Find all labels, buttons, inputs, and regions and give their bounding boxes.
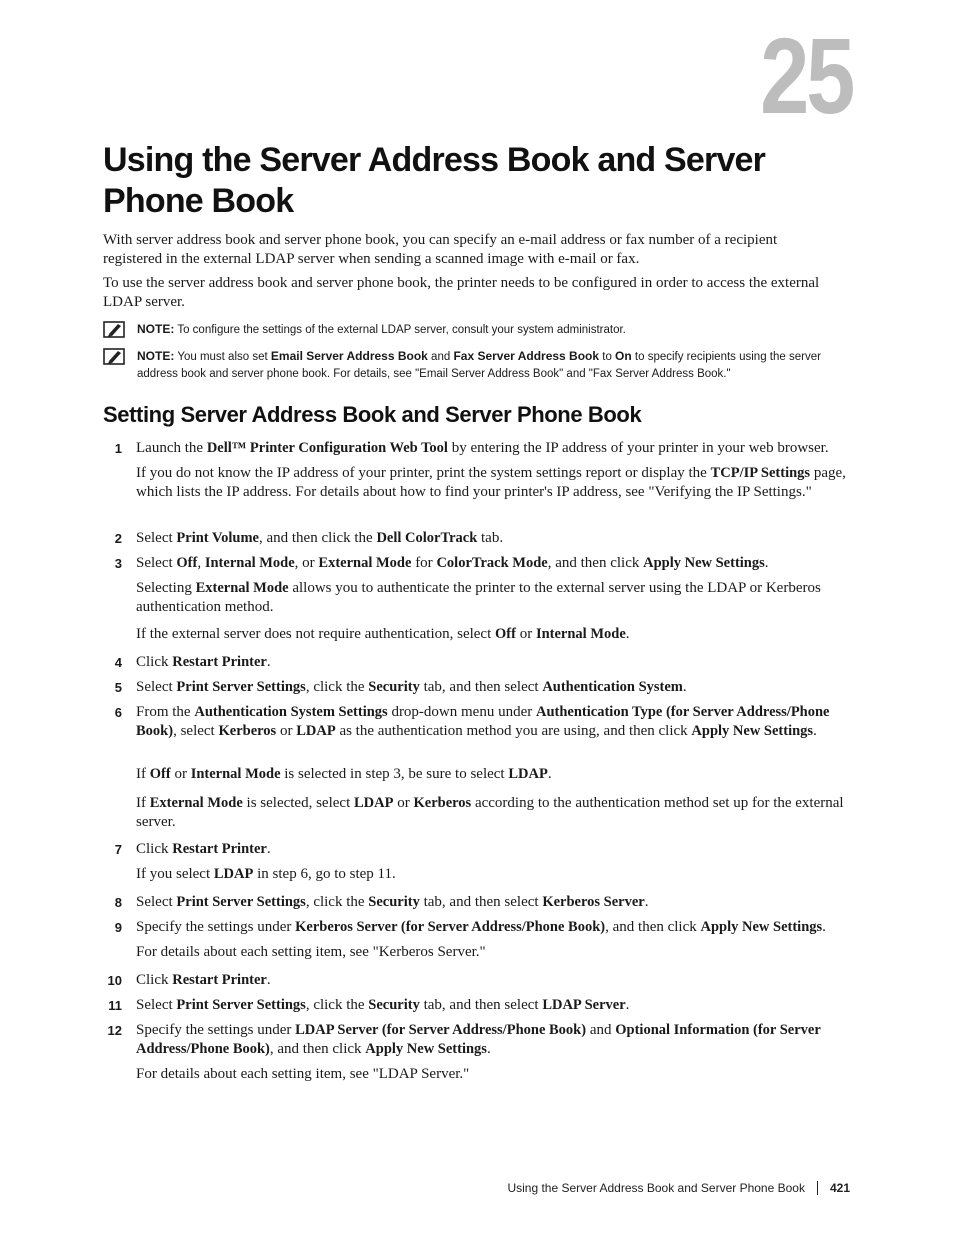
- step-number: 2: [114, 531, 122, 546]
- step-number: 9: [114, 920, 122, 935]
- step-2: Select Print Volume, and then click the Dell ColorTrack tab.: [136, 530, 504, 546]
- intro-paragraph-2: To use the server address book and server phone book, the printer needs to be configured in order to access the external LDAP server.: [103, 275, 820, 310]
- step-9: Specify the settings under Kerberos Server (for Server Address/Phone Book), and then click Apply New Settings.: [136, 919, 826, 935]
- note-label: NOTE:: [137, 322, 175, 336]
- intro-paragraph-1: With server address book and server phone book, you can specify an e-mail address or fax number of a recipient registered in the external LDAP server when sending a scanned image with e-mail or fax.: [103, 232, 778, 267]
- step-3-detail: If the external server does not require authentication, select Off or Internal Mode.: [136, 626, 630, 642]
- step-6-detail: If Off or Internal Mode is selected in step 3, be sure to select LDAP.: [136, 766, 552, 782]
- section-heading: Setting Server Address Book and Server Phone Book: [103, 402, 642, 427]
- setting-name: Email Server Address Book: [270, 349, 428, 363]
- setting-value: On: [615, 349, 632, 363]
- step-4: Click Restart Printer.: [136, 654, 271, 670]
- step-1-detail: If you do not know the IP address of your printer, print the system settings report or display the TCP/IP Settings page, which lists the IP address. For details about how to find your printer's IP address, see "Verifying the IP Settings.": [136, 465, 846, 500]
- step-8: Select Print Server Settings, click the Security tab, and then select Kerberos Server.: [136, 894, 649, 910]
- step-6-detail: If External Mode is selected, select LDAP or Kerberos according to the authentication method set up for the external server.: [136, 795, 844, 830]
- step-11: Select Print Server Settings, click the Security tab, and then select LDAP Server.: [136, 997, 630, 1013]
- step-7: Click Restart Printer.: [136, 841, 271, 857]
- setting-name: Fax Server Address Book: [453, 349, 600, 363]
- footer-chapter-title: Using the Server Address Book and Server Phone Book: [507, 1181, 805, 1195]
- step-9-detail: For details about each setting item, see "Kerberos Server.": [136, 944, 486, 960]
- pencil-note-icon: [103, 321, 125, 338]
- step-number: 1: [114, 441, 122, 456]
- step-12-detail: For details about each setting item, see "LDAP Server.": [136, 1066, 470, 1082]
- note-label: NOTE:: [137, 349, 175, 363]
- step-number: 11: [108, 998, 122, 1013]
- pencil-note-icon: [103, 348, 125, 365]
- note-text: To configure the settings of the external LDAP server, consult your system administrator.: [177, 324, 626, 336]
- step-number: 4: [114, 655, 122, 670]
- note-text: and: [427, 351, 454, 363]
- step-10: Click Restart Printer.: [136, 972, 271, 988]
- note-text: You must also set: [177, 351, 271, 363]
- step-number: 6: [114, 705, 122, 720]
- step-number: 12: [107, 1023, 122, 1038]
- footer-divider: [817, 1181, 818, 1195]
- page-number: 421: [829, 1181, 850, 1195]
- step-7-detail: If you select LDAP in step 6, go to step 11.: [136, 866, 396, 882]
- step-number: 8: [114, 895, 122, 910]
- note-text: to: [599, 351, 616, 363]
- step-number: 3: [114, 556, 122, 571]
- step-5: Select Print Server Settings, click the Security tab, and then select Authentication System.: [136, 679, 687, 695]
- note-text: to specify recipients using the server address book and server phone book. For details, see "Email Server Address Book" and "Fax Server Address Book.": [137, 351, 821, 380]
- step-number: 5: [114, 680, 122, 695]
- step-number: 10: [107, 973, 122, 988]
- step-12: Specify the settings under LDAP Server (for Server Address/Phone Book) and Optional Information (for Server Address/Phone Book), and then click Apply New Settings.: [136, 1022, 821, 1057]
- step-number: 7: [114, 842, 122, 857]
- chapter-number: 25: [760, 15, 852, 136]
- page-footer: [507, 1181, 850, 1195]
- step-3-detail: Selecting External Mode allows you to authenticate the printer to the external server using the LDAP or Kerberos authentication method.: [136, 580, 821, 615]
- page-title: Using the Server Address Book and Server Phone Book: [103, 141, 766, 220]
- step-1: Launch the Dell™ Printer Configuration Web Tool by entering the IP address of your printer in your web browser.: [136, 440, 829, 456]
- step-6: From the Authentication System Settings drop-down menu under Authentication Type (for Server Address/Phone Book), select Kerberos or LDAP as the authentication method you are using, and then click Apply New Settings.: [136, 704, 830, 739]
- step-3: Select Off, Internal Mode, or External Mode for ColorTrack Mode, and then click Apply New Settings.: [136, 555, 769, 571]
